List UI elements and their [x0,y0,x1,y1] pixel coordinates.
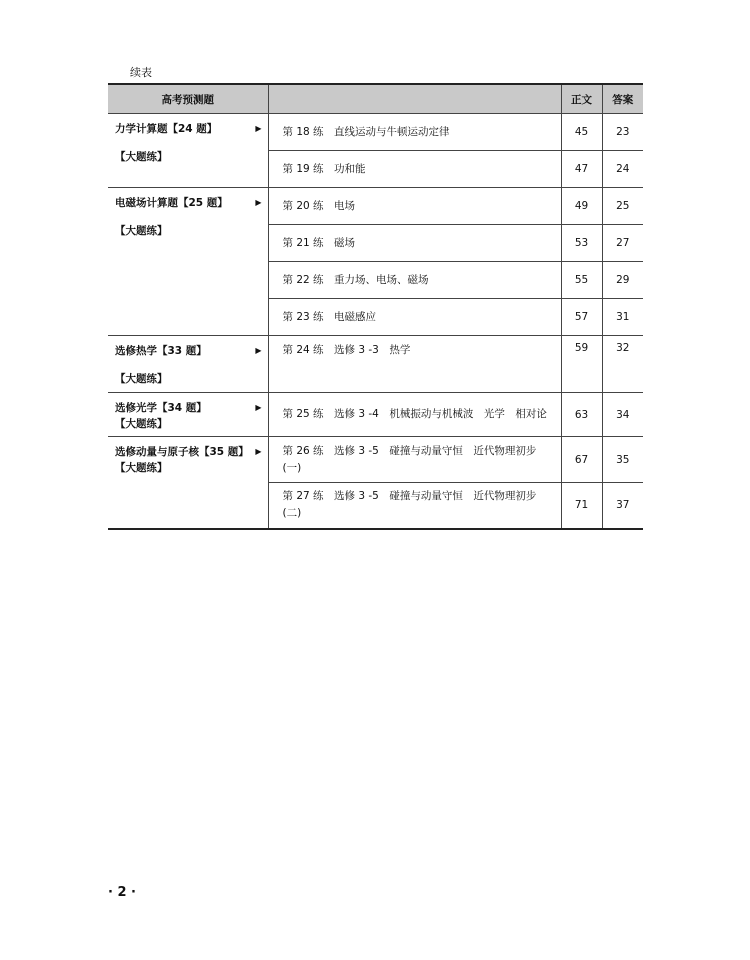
category-title: 选修热学【33 题】 [115,345,207,357]
answer-page: 27 [602,225,643,262]
table-row [108,336,643,393]
category-title: 选修动量与原子核【35 题】 [115,446,249,458]
category-title: 电磁场计算题【25 题】 [115,197,228,209]
table-row [108,437,643,483]
lesson-title[interactable]: 第 21 练 磁场 [268,225,561,262]
text-page: 57 [561,299,602,336]
arrow-icon: ▶ [255,198,262,207]
contents-table [108,83,643,530]
lesson-title[interactable]: 第 24 练 选修 3 -3 热学 [268,336,561,393]
answer-page: 24 [602,151,643,188]
category-sub: 【大题练】 [115,225,168,237]
lesson-title[interactable]: 第 26 练 选修 3 -5 碰撞与动量守恒 近代物理初步(一) [268,437,561,483]
arrow-icon: ▶ [255,124,262,133]
category-cell-thermal [108,336,268,393]
answer-page: 23 [602,114,643,151]
answer-page: 35 [602,437,643,483]
header-answer-page: 答案 [602,84,643,114]
lesson-title[interactable]: 第 27 练 选修 3 -5 碰撞与动量守恒 近代物理初步(二) [268,483,561,529]
text-page: 49 [561,188,602,225]
table-caption: 续表 [130,66,152,79]
category-cell-mechanics [108,114,268,188]
table-header-row [108,84,643,114]
answer-page: 25 [602,188,643,225]
text-page: 71 [561,483,602,529]
lesson-title[interactable]: 第 18 练 直线运动与牛顿运动定律 [268,114,561,151]
text-page: 45 [561,114,602,151]
header-category: 高考预测题 [108,84,268,114]
category-sub: 【大题练】 [115,151,168,163]
text-page: 47 [561,151,602,188]
category-cell-electromagnetism [108,188,268,336]
lesson-title[interactable]: 第 19 练 功和能 [268,151,561,188]
text-page: 53 [561,225,602,262]
answer-page: 32 [602,336,643,393]
category-cell-momentum [108,437,268,529]
table-row [108,114,643,151]
lesson-title[interactable]: 第 25 练 选修 3 -4 机械振动与机械波 光学 相对论 [268,393,561,437]
category-sub: 【大题练】 [115,462,168,474]
arrow-icon: ▶ [255,447,262,456]
category-title: 选修光学【34 题】 [115,402,207,414]
answer-page: 34 [602,393,643,437]
lesson-title[interactable]: 第 20 练 电场 [268,188,561,225]
text-page: 63 [561,393,602,437]
text-page: 67 [561,437,602,483]
lesson-title[interactable]: 第 23 练 电磁感应 [268,299,561,336]
table-row [108,393,643,437]
lesson-title[interactable]: 第 22 练 重力场、电场、磁场 [268,262,561,299]
category-sub: 【大题练】 [115,373,168,385]
answer-page: 31 [602,299,643,336]
header-lesson [268,84,561,114]
category-title: 力学计算题【24 题】 [115,123,218,135]
table-row [108,188,643,225]
page-number: · 2 · [108,885,136,900]
answer-page: 37 [602,483,643,529]
arrow-icon: ▶ [255,403,262,412]
header-text-page: 正文 [561,84,602,114]
text-page: 55 [561,262,602,299]
category-sub: 【大题练】 [115,418,168,430]
arrow-icon: ▶ [255,346,262,355]
category-cell-optics [108,393,268,437]
text-page: 59 [561,336,602,393]
answer-page: 29 [602,262,643,299]
